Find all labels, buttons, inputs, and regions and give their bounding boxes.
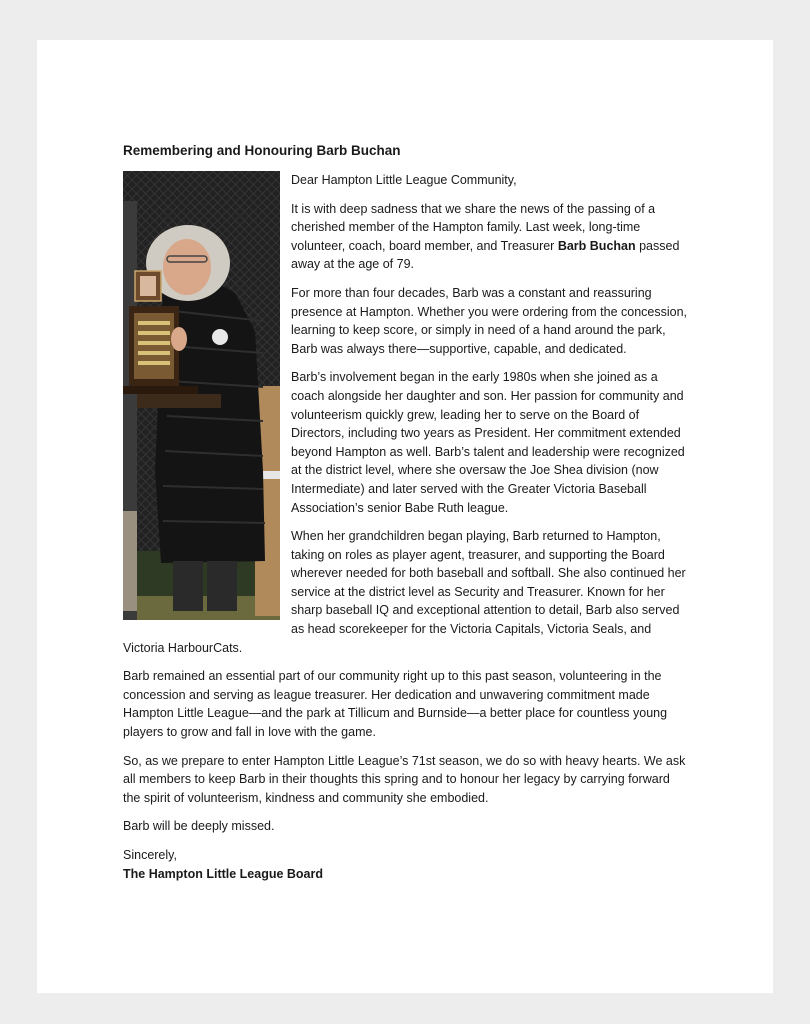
paragraph-presence: For more than four decades, Barb was a constant and reassuring presence at Hampton. Whether you were ordering from the concession, learning to keep score, or simply in need of a hand around the park, Barb was always there—supportive, capable, and dedicated. [291,285,688,356]
paragraph-grandchildren: When her grandchildren began playing, Barb returned to Hampton, taking on roles as player agent, treasurer, and supporting the Board wherever needed for both baseball and softball. She also continued her service at the district level as Security and Treasurer. Known for her sharp baseball IQ and exceptional attention to detail, Barb also served as head scorekeeper for the Victoria Capitals, Victoria Seals, and Victoria HarbourCats. [123,529,686,655]
paragraph-passing-end: passed away at the age of 79. [291,238,680,272]
portrait-photo-icon [123,171,280,620]
paragraph-missed: Barb will be deeply missed. [123,819,275,834]
signature: The Hampton Little League Board [123,866,324,881]
paragraph-season: So, as we prepare to enter Hampton Little League’s 71st season, we do so with heavy hearts. We ask all members to keep Barb in their thoughts this spring and to honour her legacy by carrying forward the spirit of volunteerism, kindness and community she embodied. [123,753,686,805]
document-page [37,40,773,993]
paragraph-passing-start: It is with deep sadness that we share the news of the passing of a cherished member of the Hampton family. Last week, long-time volunteer, coach, board member, and Treasurer [291,201,656,253]
article-title: Remembering and Honouring Barb Buchan [123,143,401,158]
greeting: Dear Hampton Little League Community, [291,173,517,187]
article-body [123,142,689,893]
paragraph-involvement: Barb’s involvement began in the early 1980s when she joined as a coach alongside her daughter and son. Her passion for community and volunteerism quickly grew, leading her to serve on the Board of Directors, including two years as President. Her commitment extended beyond Hampton as well. Barb’s talent and leadership were recognized at the district level, where she oversaw the Joe Shea division (now Intermediate) and later served with the Greater Victoria Baseball Association’s senior Babe Ruth league. [291,370,685,515]
paragraph-community: Barb remained an essential part of our community right up to this past season, volunteering in the concession and serving as league treasurer. Her dedication and unwavering commitment made Hampton Little League—and the park at Tillicum and Burnside—a better place for countless young players to grow and fall in love with the game. [123,669,668,740]
honoree-name: Barb Buchan [557,238,636,253]
closing: Sincerely, [123,848,177,862]
